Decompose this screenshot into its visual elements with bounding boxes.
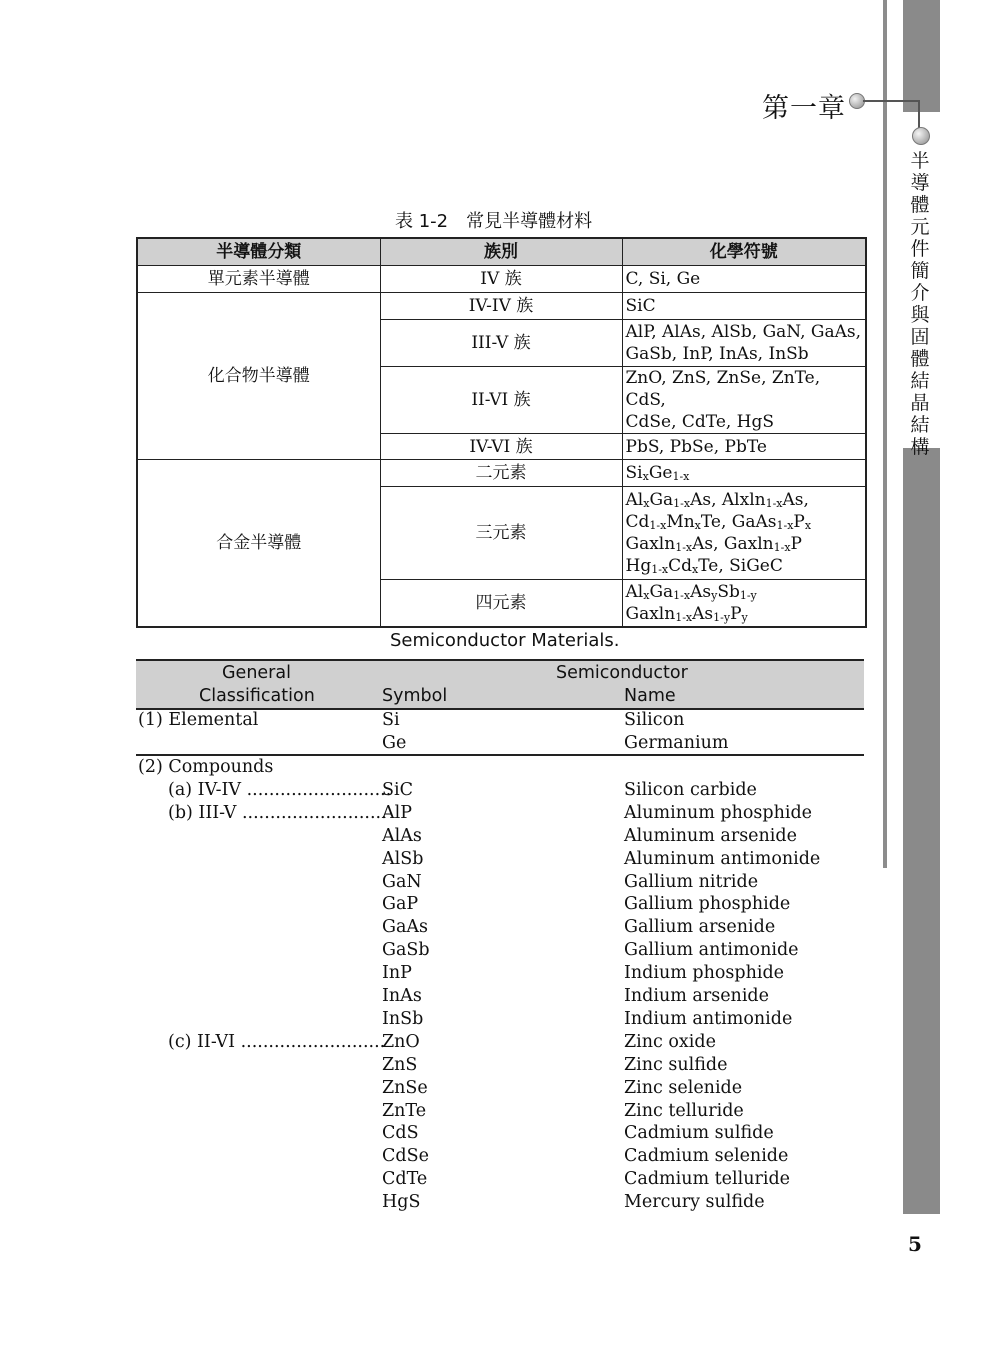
chapter-connector bbox=[863, 100, 920, 102]
materials-caption: Semiconductor Materials. bbox=[390, 630, 620, 651]
material-symbol: GaSb bbox=[382, 940, 430, 961]
group-label: (1) Elemental bbox=[138, 710, 259, 730]
table-caption: 表 1-2 常見半導體材料 bbox=[395, 211, 593, 232]
symbol-cell bbox=[622, 320, 866, 367]
header-classification: Classification bbox=[199, 686, 315, 706]
group-cell: IV 族 bbox=[380, 266, 622, 293]
material-symbol: ZnSe bbox=[382, 1077, 428, 1098]
page-number: 5 bbox=[908, 1232, 922, 1256]
material-name: Gallium arsenide bbox=[624, 917, 776, 938]
material-name: Zinc oxide bbox=[624, 1031, 716, 1052]
header-semiconductor: Semiconductor bbox=[556, 663, 688, 683]
table-row bbox=[137, 266, 866, 293]
category-alloy: 合金半導體 bbox=[137, 460, 380, 627]
group-cell: IV-IV 族 bbox=[380, 293, 622, 320]
symbol-line: AlP, AlAs, AlSb, GaN, GaAs, bbox=[625, 322, 862, 342]
table-header-row bbox=[137, 238, 866, 266]
chapter-tab-bottom bbox=[903, 448, 940, 1214]
alloy-formula: $Hg_{1-x}Cd_xTe$, SiGeC bbox=[625, 556, 783, 576]
material-name: Gallium nitride bbox=[624, 871, 759, 892]
section-divider bbox=[136, 754, 864, 756]
group-label: (b) III-V .......................... bbox=[168, 802, 387, 823]
group-cell: III-V 族 bbox=[380, 320, 622, 367]
material-name: Cadmium selenide bbox=[624, 1146, 789, 1167]
material-symbol: HgS bbox=[382, 1192, 421, 1213]
margin-rule bbox=[883, 0, 887, 868]
section-label: (2) Compounds bbox=[138, 757, 274, 777]
material-symbol: InSb bbox=[382, 1008, 424, 1029]
symbol-line: CdSe, CdTe, HgS bbox=[625, 412, 775, 432]
group-cell: II-VI 族 bbox=[380, 367, 622, 434]
group-label: (c) II-VI .......................... bbox=[168, 1031, 386, 1052]
alloy-formula: $Al_xGa_{1-x}As$, Alxln$_{1-x}$As, bbox=[625, 490, 809, 510]
material-symbol: AlAs bbox=[382, 825, 422, 846]
material-name: Aluminum antimonide bbox=[624, 848, 821, 869]
symbol-cell: PbS, PbSe, PbTe bbox=[622, 434, 866, 460]
material-symbol: GaAs bbox=[382, 917, 429, 938]
material-name: Zinc sulfide bbox=[624, 1054, 728, 1075]
chapter-tab-top bbox=[903, 0, 940, 112]
material-symbol: GaP bbox=[382, 894, 419, 915]
material-name: Zinc selenide bbox=[624, 1077, 743, 1098]
material-name: Mercury sulfide bbox=[624, 1192, 765, 1213]
material-name: Aluminum arsenide bbox=[624, 825, 797, 846]
material-name: Indium phosphide bbox=[624, 963, 785, 984]
category-elemental: 單元素半導體 bbox=[137, 266, 380, 293]
material-name: Cadmium telluride bbox=[624, 1169, 791, 1190]
material-name: Gallium phosphide bbox=[624, 894, 791, 915]
material-symbol: GaN bbox=[382, 871, 422, 892]
alloy-formula: $Si_xGe_{1-x}$ bbox=[625, 463, 690, 483]
material-symbol: AlP bbox=[382, 802, 413, 823]
chapter-title: 第一章 bbox=[762, 93, 846, 124]
material-symbol: Ge bbox=[382, 732, 407, 753]
header-symbol: Symbol bbox=[382, 686, 448, 706]
symbol-line: GaSb, InP, InAs, InSb bbox=[625, 344, 809, 364]
alloy-formula: $Cd_{1-x}Mn_xTe$, $GaAs_{1-x}P_x$ bbox=[625, 512, 812, 532]
material-name: Indium antimonide bbox=[624, 1008, 793, 1029]
material-name: Cadmium sulfide bbox=[624, 1123, 774, 1144]
material-name: Silicon bbox=[624, 710, 685, 730]
material-name: Gallium antimonide bbox=[624, 940, 799, 961]
chapter-side-title: 半導體元件簡介與固體結晶結構 bbox=[910, 150, 930, 458]
alloy-formula: $Al_xGa_{1-x}As_ySb_{1-y}$ bbox=[625, 581, 757, 602]
material-name: Indium arsenide bbox=[624, 986, 769, 1006]
table-row bbox=[137, 460, 866, 487]
material-symbol: InAs bbox=[382, 986, 422, 1006]
table-row bbox=[137, 293, 866, 320]
header-general: General bbox=[222, 663, 291, 683]
material-symbol: ZnTe bbox=[382, 1100, 427, 1121]
side-bullet-icon bbox=[912, 127, 930, 145]
formula-cell bbox=[622, 460, 866, 487]
material-name: Aluminum phosphide bbox=[624, 802, 813, 823]
material-symbol: ZnO bbox=[382, 1031, 420, 1052]
material-symbol: Si bbox=[382, 710, 400, 730]
category-compound: 化合物半導體 bbox=[137, 293, 380, 460]
material-name: Zinc telluride bbox=[624, 1100, 744, 1121]
formula-cell bbox=[622, 580, 866, 627]
header-group: 族別 bbox=[380, 238, 622, 266]
formula-cell bbox=[622, 487, 866, 580]
group-cell: IV-VI 族 bbox=[380, 434, 622, 460]
header-classification: 半導體分類 bbox=[137, 238, 380, 266]
group-label: (a) IV-IV .......................... bbox=[168, 779, 392, 800]
symbol-cell: C, Si, Ge bbox=[622, 266, 866, 293]
group-cell: 三元素 bbox=[380, 487, 622, 580]
material-name: Silicon carbide bbox=[624, 779, 757, 800]
header-name: Name bbox=[624, 686, 676, 706]
material-symbol: CdTe bbox=[382, 1169, 428, 1190]
group-cell: 四元素 bbox=[380, 580, 622, 627]
material-name: Germanium bbox=[624, 732, 729, 753]
semiconductor-table bbox=[136, 237, 867, 628]
header-symbol: 化學符號 bbox=[622, 238, 866, 266]
symbol-line: ZnO, ZnS, ZnSe, ZnTe, CdS, bbox=[625, 368, 821, 410]
alloy-formula: $Gaxln_{1-x}As_{1-y}P_y$ bbox=[625, 603, 748, 624]
material-symbol: ZnS bbox=[382, 1054, 418, 1075]
material-symbol: AlSb bbox=[382, 848, 424, 869]
alloy-formula: Gaxln$_{1-x}$As, Gaxln$_{1-x}$P bbox=[625, 534, 802, 554]
symbol-cell: SiC bbox=[622, 293, 866, 320]
material-symbol: InP bbox=[382, 963, 412, 984]
material-symbol: SiC bbox=[382, 779, 413, 800]
symbol-cell bbox=[622, 367, 866, 434]
group-cell: 二元素 bbox=[380, 460, 622, 487]
materials-header bbox=[136, 659, 864, 710]
material-symbol: CdSe bbox=[382, 1146, 429, 1167]
chapter-connector-vertical bbox=[918, 100, 920, 130]
material-symbol: CdS bbox=[382, 1123, 419, 1144]
